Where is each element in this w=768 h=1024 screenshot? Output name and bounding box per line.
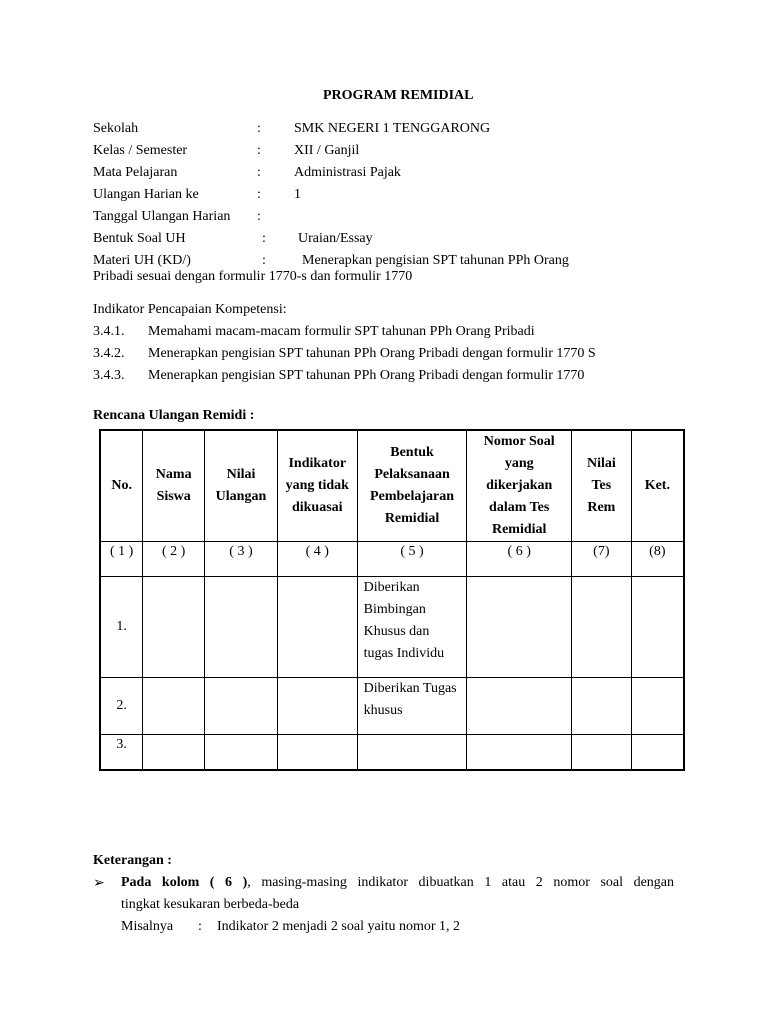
- keterangan-bullet-icon: ➢: [93, 876, 105, 891]
- header-nama-siswa: Nama Siswa: [143, 430, 205, 542]
- column-number: ( 2 ): [143, 542, 205, 577]
- info-label: Ulangan Harian ke: [93, 187, 199, 202]
- header-bentuk-pelaksanaan: Bentuk Pelaksanaan Pembelajaran Remidial: [357, 430, 467, 542]
- cell: [143, 678, 205, 735]
- column-number: ( 3 ): [205, 542, 278, 577]
- info-label: Mata Pelajaran: [93, 165, 178, 180]
- misalnya-colon: :: [198, 919, 202, 934]
- header-nomor-soal: Nomor Soal yang dikerjakan dalam Tes Remidial: [467, 430, 572, 542]
- keterangan-text: , masing-masing indikator dibuatkan 1 atau 2 nomor soal dengan: [247, 875, 674, 890]
- indikator-text: Menerapkan pengisian SPT tahunan PPh Orang Pribadi dengan formulir 1770 S: [148, 346, 596, 361]
- column-number: ( 1 ): [100, 542, 143, 577]
- bentuk-cell: [357, 735, 467, 771]
- keterangan-heading: Keterangan :: [93, 853, 172, 868]
- info-colon: :: [262, 253, 266, 268]
- row-number: 1.: [100, 577, 143, 678]
- row-number: 2.: [100, 678, 143, 735]
- misalnya-label: Misalnya: [121, 919, 174, 934]
- cell: [467, 735, 572, 771]
- indikator-number: 3.4.3.: [93, 368, 125, 383]
- header-keterangan: Ket.: [631, 430, 684, 542]
- header-no: No.: [100, 430, 143, 542]
- cell: [572, 678, 632, 735]
- cell: [572, 735, 632, 771]
- indikator-text: Memahami macam-macam formulir SPT tahunan PPh Orang Pribadi: [148, 324, 535, 339]
- info-value: SMK NEGERI 1 TENGGARONG: [294, 121, 491, 136]
- info-colon: :: [257, 121, 261, 136]
- header-indikator: Indikator yang tidak dikuasai: [277, 430, 357, 542]
- info-value-continued: Pribadi sesuai dengan formulir 1770-s dan formulir 1770: [93, 269, 413, 284]
- cell: [572, 577, 632, 678]
- row-number: 3.: [100, 735, 143, 771]
- info-label: Tanggal Ulangan Harian: [93, 209, 231, 224]
- keterangan-line-1: [121, 875, 674, 891]
- column-number: ( 4 ): [277, 542, 357, 577]
- info-colon: :: [262, 231, 266, 246]
- cell: [467, 577, 572, 678]
- column-number: (8): [631, 542, 684, 577]
- info-value: 1: [294, 187, 301, 202]
- column-number: ( 6 ): [467, 542, 572, 577]
- cell: [631, 577, 684, 678]
- info-value: XII / Ganjil: [294, 143, 360, 158]
- header-nilai-tes: Nilai Tes Rem: [572, 430, 632, 542]
- header-nilai-ulangan: Nilai Ulangan: [205, 430, 278, 542]
- cell: [631, 735, 684, 771]
- keterangan-bold: Pada kolom ( 6 ): [121, 875, 248, 890]
- info-label: Materi UH (KD/): [93, 253, 191, 268]
- indikator-text: Menerapkan pengisian SPT tahunan PPh Orang Pribadi dengan formulir 1770: [148, 368, 585, 383]
- info-value: Administrasi Pajak: [294, 165, 401, 180]
- cell: [467, 678, 572, 735]
- cell: [277, 678, 357, 735]
- indikator-number: 3.4.1.: [93, 324, 125, 339]
- table-row: [100, 735, 684, 771]
- bentuk-cell: Diberikan Tugas khusus: [357, 678, 467, 735]
- keterangan-line-2: tingkat kesukaran berbeda-beda: [121, 897, 300, 912]
- misalnya-text: Indikator 2 menjadi 2 soal yaitu nomor 1, 2: [217, 919, 461, 934]
- info-colon: :: [257, 143, 261, 158]
- cell: [631, 678, 684, 735]
- info-label: Sekolah: [93, 121, 139, 136]
- bentuk-cell: Diberikan Bimbingan Khusus dan tugas Individu: [357, 577, 467, 678]
- table-row: [100, 577, 684, 678]
- info-value: Menerapkan pengisian SPT tahunan PPh Orang: [302, 253, 569, 268]
- cell: [143, 577, 205, 678]
- cell: [143, 735, 205, 771]
- table-row: [100, 678, 684, 735]
- rencana-heading: Rencana Ulangan Remidi :: [93, 408, 255, 423]
- table-header-row: [100, 430, 684, 542]
- info-colon: :: [257, 187, 261, 202]
- remedial-plan-table: [99, 429, 685, 771]
- info-label: Kelas / Semester: [93, 143, 188, 158]
- info-value: Uraian/Essay: [298, 231, 373, 246]
- page-title: PROGRAM REMIDIAL: [323, 88, 474, 103]
- column-number: (7): [572, 542, 632, 577]
- info-label: Bentuk Soal UH: [93, 231, 186, 246]
- info-colon: :: [257, 209, 261, 224]
- cell: [205, 735, 278, 771]
- indikator-number: 3.4.2.: [93, 346, 125, 361]
- column-number: ( 5 ): [357, 542, 467, 577]
- info-colon: :: [257, 165, 261, 180]
- cell: [277, 577, 357, 678]
- cell: [277, 735, 357, 771]
- column-number-row: [100, 542, 684, 577]
- cell: [205, 678, 278, 735]
- indikator-heading: Indikator Pencapaian Kompetensi:: [93, 302, 287, 317]
- cell: [205, 577, 278, 678]
